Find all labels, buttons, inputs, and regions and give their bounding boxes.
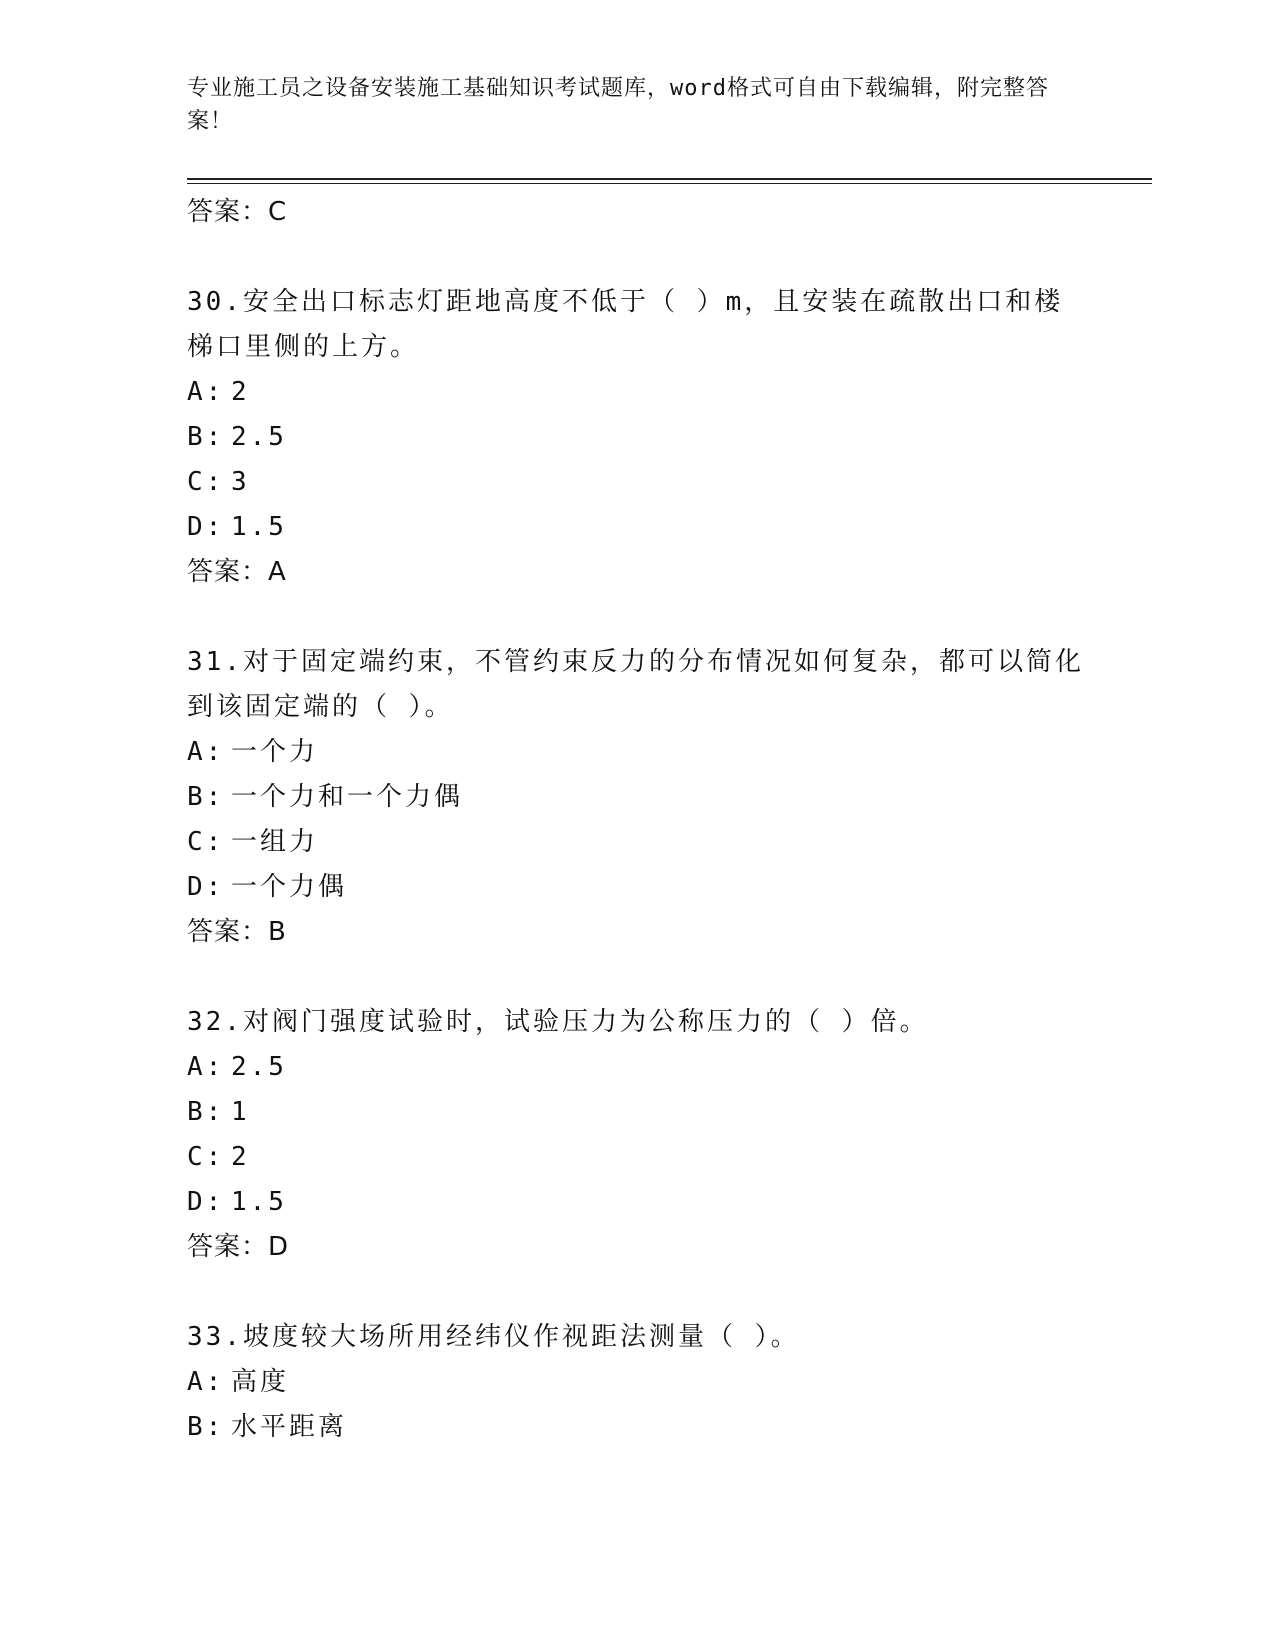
option-key: B:: [187, 1097, 225, 1127]
option-key: C:: [187, 827, 225, 857]
answer-line: 答案：D: [187, 1232, 290, 1262]
option-d: [187, 1180, 1087, 1225]
option-c: [187, 1135, 1087, 1180]
option-key: C:: [187, 467, 225, 497]
option-key: A:: [187, 1367, 225, 1397]
option-c: [187, 460, 1087, 505]
option-value: 2: [231, 377, 250, 407]
option-value: 1.5: [231, 1187, 287, 1217]
option-value: 1: [231, 1097, 250, 1127]
option-value: 2.5: [231, 422, 287, 452]
option-key: A:: [187, 737, 225, 767]
question-text: 31.对于固定端约束，不管约束反力的分布情况如何复杂，都可以简化到该固定端的（ ）。: [187, 647, 1084, 722]
option-key: C:: [187, 1142, 225, 1172]
option-value: 一个力和一个力偶: [231, 782, 464, 812]
question-list: [187, 190, 1087, 1450]
option-a: [187, 1360, 1087, 1405]
option-c: [187, 820, 1087, 865]
option-key: A:: [187, 377, 225, 407]
question-text: 30.安全出口标志灯距地高度不低于（ ）m，且安装在疏散出口和楼梯口里侧的上方。: [187, 287, 1064, 362]
option-value: 一个力偶: [231, 872, 348, 902]
option-b: [187, 775, 1087, 820]
option-key: B:: [187, 422, 225, 452]
option-key: B:: [187, 1412, 225, 1442]
option-value: 2: [231, 1142, 250, 1172]
option-value: 1.5: [231, 512, 287, 542]
header-divider: [187, 178, 1152, 180]
option-b: [187, 415, 1087, 460]
option-key: B:: [187, 782, 225, 812]
question-block: [187, 1315, 1087, 1450]
answer-line: 答案：B: [187, 917, 287, 947]
question-text: 33.坡度较大场所用经纬仪作视距法测量（ ）。: [187, 1322, 800, 1352]
option-b: [187, 1090, 1087, 1135]
option-value: 高度: [231, 1367, 290, 1397]
option-a: [187, 370, 1087, 415]
option-key: D:: [187, 872, 225, 902]
option-b: [187, 1405, 1087, 1450]
option-d: [187, 865, 1087, 910]
option-key: D:: [187, 1187, 225, 1217]
option-value: 一个力: [231, 737, 319, 767]
option-value: 一组力: [231, 827, 319, 857]
option-key: D:: [187, 512, 225, 542]
question-block: [187, 640, 1087, 954]
question-block: [187, 1000, 1087, 1269]
option-a: [187, 1045, 1087, 1090]
option-a: [187, 730, 1087, 775]
option-value: 水平距离: [231, 1412, 348, 1442]
page-header: 专业施工员之设备安装施工基础知识考试题库，word格式可自由下载编辑，附完整答案！: [187, 76, 1049, 134]
previous-answer: 答案：C: [187, 197, 288, 227]
question-block: [187, 280, 1087, 594]
option-value: 3: [231, 467, 250, 497]
answer-line: 答案：A: [187, 557, 287, 587]
option-d: [187, 505, 1087, 550]
option-value: 2.5: [231, 1052, 287, 1082]
header-divider-thin: [187, 183, 1152, 184]
question-text: 32.对阀门强度试验时，试验压力为公称压力的（ ）倍。: [187, 1007, 929, 1037]
option-key: A:: [187, 1052, 225, 1082]
